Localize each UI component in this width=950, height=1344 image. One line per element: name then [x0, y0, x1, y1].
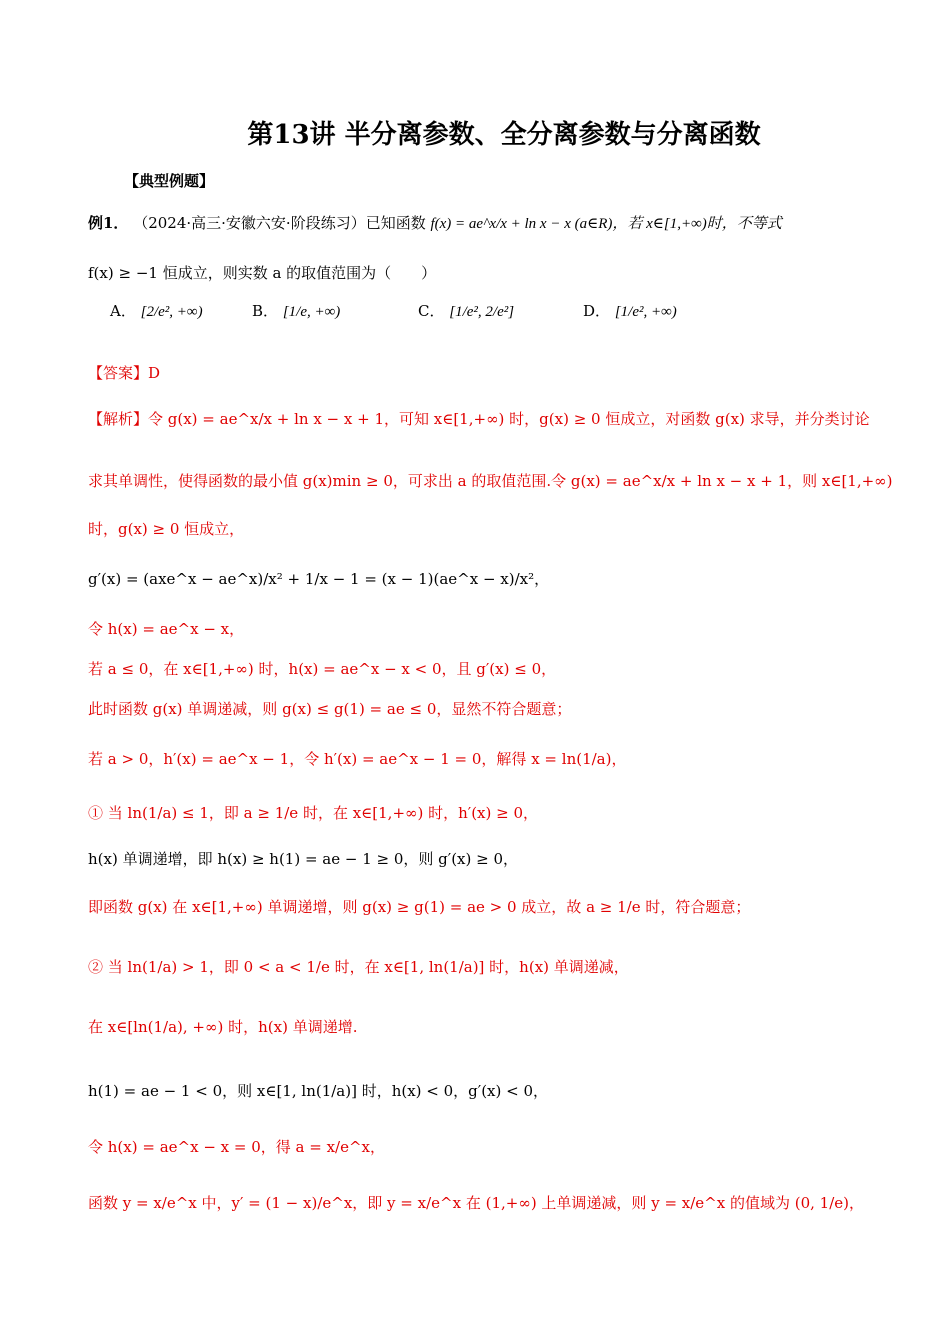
solution-line-7: 此时函数 g(x) 单调递减，则 g(x) ≤ g(1) = ae ≤ 0，显然不符合题意； [88, 700, 572, 718]
example-text-1: （2024·高三·安徽六安·阶段练习）已知函数 [133, 214, 426, 232]
option-c[interactable] [418, 300, 514, 321]
option-a-value: [2/e², +∞) [140, 304, 203, 320]
option-c-value: [1/e², 2/e²] [449, 304, 515, 320]
example-line-2: f(x) ≥ −1 恒成立，则实数 a 的取值范围为（ ） [88, 264, 437, 282]
solution-line-2: 求其单调性，使得函数的最小值 g(x)min ≥ 0，可求出 a 的取值范围.令 g(x) = ae^x/x + ln x − x + 1，则 x∈[1,+∞) [88, 472, 893, 490]
solution-line-8: 若 a > 0，h′(x) = ae^x − 1，令 h′(x) = ae^x − 1 = 0，解得 x = ln(1/a)， [88, 750, 627, 768]
option-b-label: B． [252, 302, 279, 320]
solution-line-11: 即函数 g(x) 在 x∈[1,+∞) 单调递增，则 g(x) ≥ g(1) = ae > 0 成立，故 a ≥ 1/e 时，符合题意； [88, 898, 751, 916]
solution-line-16: 函数 y = x/e^x 中，y′ = (1 − x)/e^x，即 y = x/e^x 在 (1,+∞) 上单调递减，则 y = x/e^x 的值域为 (0, 1/e)， [88, 1194, 864, 1212]
solution-line-9: ① 当 ln(1/a) ≤ 1，即 a ≥ 1/e 时，在 x∈[1,+∞) 时，h′(x) ≥ 0， [88, 804, 539, 822]
solution-line-5: 令 h(x) = ae^x − x， [88, 620, 245, 638]
option-d[interactable] [583, 300, 677, 321]
example-func: f(x) = ae^x/x + ln x − x (a∈R)，若 x∈[1,+∞)时，不等式 [430, 216, 782, 232]
solution-line-3: 时，g(x) ≥ 0 恒成立， [88, 520, 245, 538]
example-line-1 [88, 212, 782, 233]
solution-line-4: g′(x) = (axe^x − ae^x)/x² + 1/x − 1 = (x − 1)(ae^x − x)/x²， [88, 570, 550, 588]
solution-line-12: ② 当 ln(1/a) > 1，即 0 < a < 1/e 时，在 x∈[1, ln(1/a)] 时，h(x) 单调递减， [88, 958, 629, 976]
solution-line-15: 令 h(x) = ae^x − x = 0，得 a = x/e^x， [88, 1138, 385, 1156]
solution-line-1: 【解析】令 g(x) = ae^x/x + ln x − x + 1，可知 x∈[1,+∞) 时，g(x) ≥ 0 恒成立，对函数 g(x) 求导，并分类讨论 [88, 410, 870, 428]
option-a-label: A． [110, 302, 136, 320]
option-c-label: C． [418, 302, 445, 320]
section-label: 【典型例题】 [124, 172, 215, 190]
solution-line-14: h(1) = ae − 1 < 0，则 x∈[1, ln(1/a)] 时，h(x) < 0，g′(x) < 0， [88, 1082, 549, 1100]
answer: 【答案】D [88, 364, 161, 382]
solution-line-10: h(x) 单调递增，即 h(x) ≥ h(1) = ae − 1 ≥ 0，则 g′(x) ≥ 0， [88, 850, 519, 868]
option-d-label: D． [583, 302, 611, 320]
option-a[interactable] [110, 300, 203, 321]
page-title: 第13讲 半分离参数、全分离参数与分离函数 [247, 120, 761, 150]
solution-line-13: 在 x∈[ln(1/a), +∞) 时，h(x) 单调递增. [88, 1018, 358, 1036]
example-label: 例1． [88, 214, 129, 232]
option-b[interactable] [252, 300, 340, 321]
option-b-value: [1/e, +∞) [282, 304, 341, 320]
solution-line-6: 若 a ≤ 0，在 x∈[1,+∞) 时，h(x) = ae^x − x < 0，且 g′(x) ≤ 0， [88, 660, 557, 678]
option-d-value: [1/e², +∞) [614, 304, 677, 320]
